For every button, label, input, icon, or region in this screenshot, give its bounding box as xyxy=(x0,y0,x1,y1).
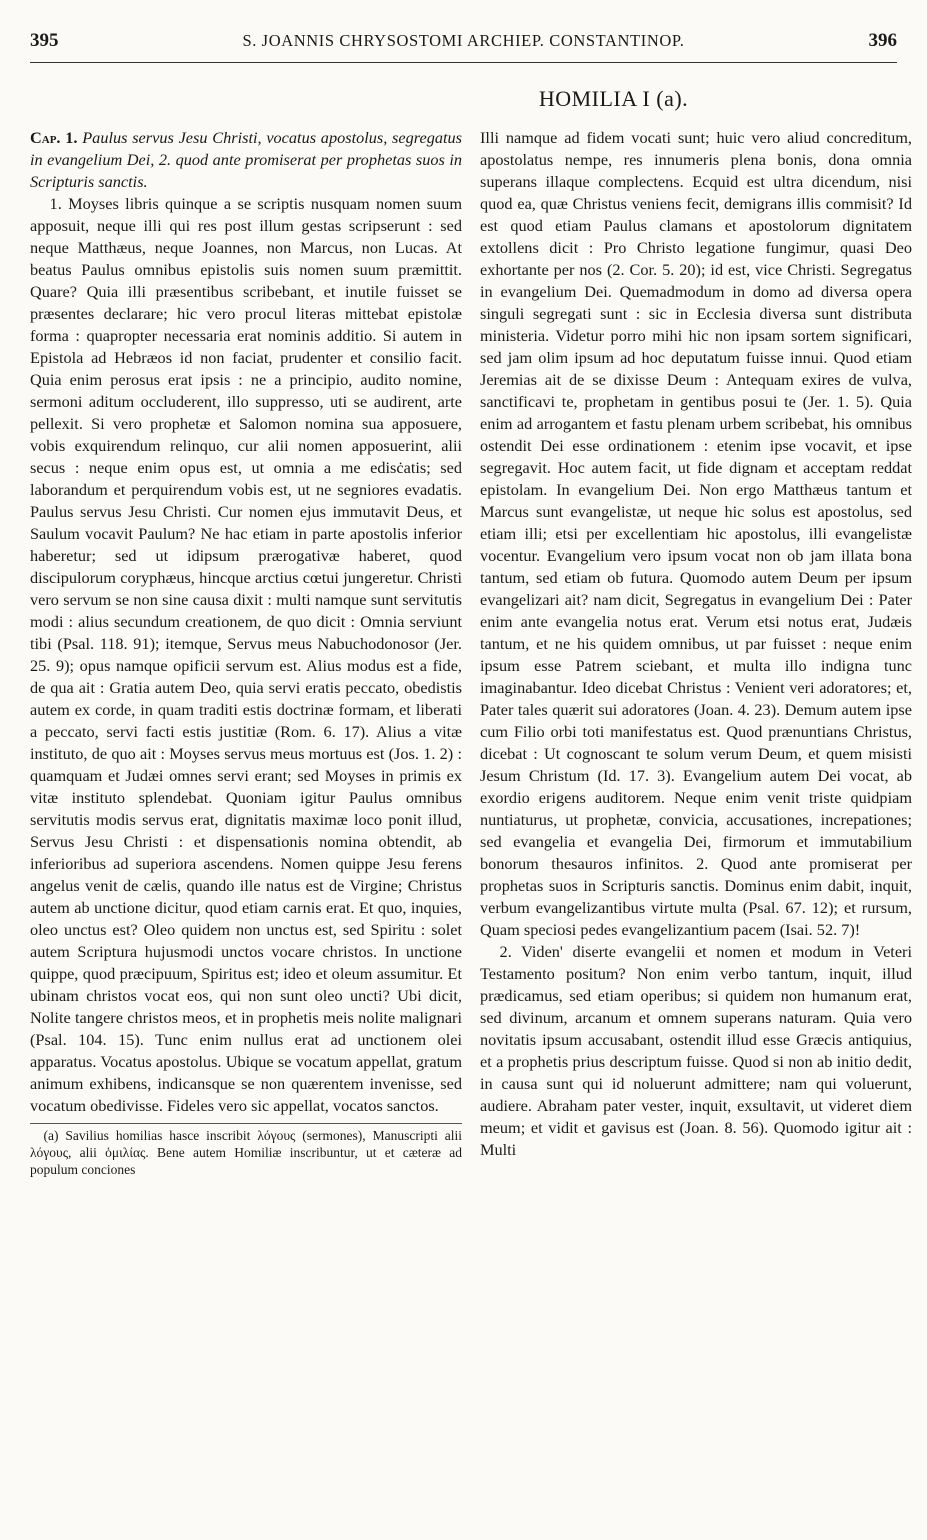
footnote-text: (a) Savilius homilias hasce inscribit λόγους (sermones), Manuscripti alii λόγους, alii ὁμιλίας. Bene autem Homiliæ inscribuntur, ut et cæteræ ad populum conciones xyxy=(30,1128,462,1177)
header-rule xyxy=(30,62,897,63)
paragraph-continued: Illi namque ad fidem vocati sunt; huic vero aliud concreditum, apostolatus nempe, res innumeris plena bonis, dona omnia superans illaque complectens. Ecquid est ultra dicendum, nisi quod ea, quæ Christus veniens fecit, demigrans illis commisit? Id est quod etiam Paulus clamans et apostolorum dignitatem extollens dicit : Pro Christo legatione fungimur, quasi Deo exhortante per nos (2. Cor. 5. 20); id est, vice Christi. Segregatus in evangelium Dei. Quemadmodum in domo ad diversa opera singuli segregati sunt : sic in Ecclesia diversa sunt distributa ministeria. Videtur porro mihi hic non ipsam sortem significari, sed jam olim ipsum ad hoc deputatum fuisse innui. Quod etiam Jeremias ait de se dixisse Deum : Antequam exires de vulva, sanctificavi te, prophetam in gentibus posui te (Jer. 1. 5). Quia enim ad arrogantem et fastu plenam urbem scribebat, his omnibus ostendit Dei esse ordinationem : etenim ipse vocavit, et ipse segregavit. Hoc autem facit, ut fide dignam et acceptam reddat epistolam. In evangelium Dei. Non ergo Matthæus tantum et Marcus sunt evangelistæ, ut neque hic solus est apostolus, sed etiam illi; etsi per excellentiam hic apostolus, illi evangelistæ vocentur. Evangelium vero ipsum vocat non ob jam illata bona tantum, sed etiam ob futura. Quomodo autem Deum per ipsum evangelizari ait? nam dicit, Segregatus in evangelium Dei : Pater enim ante evangelia notus erat. Verum etsi notus erat, Judæis tantum, et ne his quidem omnibus, ut par fuisset : neque enim ipsum esse Patrem sciebant, et multa illo indigna tunc imaginabantur. Ideo dicebat Christus : Venient veri adoratores; et, Pater tales quærit sui adoratores (Joan. 4. 23). Demum autem ipse cum Filio orbi toti manifestatus est. Quod prænuntians Christus, dicebat : Ut cognoscant te solum verum Deum, et quem misisti Jesum Christum (Id. 17. 3). Evangelium autem Dei vocat, ab exordio erigens auditorem. Neque enim venit triste quidpiam nuntiaturus, ut prophetæ, convicia, accusationes, increpationes; sed evangelia et evangelia Dei, firmorum et immutabilium bonorum thesauros infinitos. 2. Quod ante promiserat per prophetas suos in Scripturis sanctis. Dominus enim dabit, inquit, verbum evangelizantibus virtute multa (Psal. 67. 12); et rursum, Quam speciosi pedes evangelizantium pacem (Isai. 52. 7)! xyxy=(480,128,912,939)
footnote xyxy=(30,1123,462,1178)
running-title: S. JOANNIS CHRYSOSTOMI ARCHIEP. CONSTANTINOP. xyxy=(242,31,685,50)
page-number-right: 396 xyxy=(868,30,897,51)
page-number-left: 395 xyxy=(30,30,59,51)
left-column xyxy=(30,127,462,1178)
running-head xyxy=(30,30,897,60)
chapter-text: Paulus servus Jesu Christi, vocatus apostolus, segregatus in evangelium Dei, 2. quod ante promiserat per prophetas suos in Scripturis sanctis. xyxy=(30,128,462,191)
right-column xyxy=(480,127,912,1161)
homily-title: HOMILIA I (a). xyxy=(538,86,689,111)
chapter-heading xyxy=(30,127,462,193)
chapter-label: Cap. 1. xyxy=(30,128,78,147)
paragraph-1: 1. Moyses libris quinque a se scriptis nusquam nomen suum apposuit, neque illi qui res post illum gestas scripserunt : sed neque Matthæus, neque Joannes, non Marcus, non Lucas. At beatus Paulus omnibus epistolis suis nomen suum præmittit. Quare? Quia illi præsentibus scribebant, et inutile fuisset se præsentes declarare; hic vero procul literas mittebat epistolæ forma : quapropter necessaria erat nominis additio. Si autem in Epistola ad Hebræos id non faciat, prudenter et consilio facit. Quia enim perosus erat ipsis : ne a principio, audito nomine, sermoni aditum occluderent, illo suppresso, uti se audirent, arte pellexit. Si vero prophetæ et Salomon nomina sua apposuere, vobis exquirendum relinquo, cur alii nomen apposuerint, alii secus : neque enim opus est, ut omnia a me edisċatis; sed laborandum et perquirendum vobis est, ut ne segniores evadatis. Paulus servus Jesu Christi. Cur nomen ejus immutavit Deus, et Saulum vocavit Paulum? Ne hac etiam in parte apostolis inferior haberetur; sed ut idipsum prærogativæ haberet, quod discipulorum coryphæus, hincque arctius cœtui jungeretur. Christi vero servum se non sine causa dixit : multi namque sunt servitutis modi : alius secundum creationem, de quo dicit : Omnia serviunt tibi (Psal. 118. 91); itemque, Servus meus Nabuchodonosor (Jer. 25. 9); opus namque opificii servum est. Alius modus est a fide, de qua ait : Gratia autem Deo, quia servi eratis peccato, obedistis autem ex corde, in quam traditi estis doctrinæ formam, et liberati a peccato, servi facti estis justitiæ (Rom. 6. 17). Alius a vitæ instituto, de quo ait : Moyses servus meus mortuus est (Jos. 1. 2) : quamquam et Judæi omnes servi erant; sed Moyses in primis ex vitæ instituto splendebat. Quoniam igitur Paulus omnibus servitutis modis servus erat, dignitatis maximæ loco ponit illud, Servus Jesu Christi : et dispensationis nomina obtendit, ab inferioribus ad superiora ascendens. Nomen quippe Jesu ferens angelus venit de cælis, quando ille natus est de Virgine; Christus autem ab unctione dicitur, quod etiam carnis erat. Et quo, inquies, oleo unctus est? Oleo quidem non unctus est, sed Spiritu : solet autem Scriptura hujusmodi unctos vocare christos. In unctione quippe, quod præcipuum, Spiritus est; ideo et oleum assumitur. Et ubinam christos vocat eos, qui non sunt oleo uncti? Ubi dicit, Nolite tangere christos meos, et in prophetis meis nolite malignari (Psal. 104. 15). Tunc enim nullus erat ad unctionem olei apparatus. Vocatus apostolus. Ubique se vocatum appellat, gratum animum exhibens, indicansque se non quærentem invenisse, sed vocatum obedivisse. Fideles vero sic appellat, vocatos sanctos. xyxy=(30,194,462,1115)
paragraph-2: 2. Viden' diserte evangelii et nomen et modum in Veteri Testamento positum? Non enim verbo tantum, inquit, illud prædicamus, sed etiam operibus; si quidem non humanum erat, sed divinum, arcanum et omnem superans naturam. Quia vero novitatis ipsum accusabant, ostendit illud esse Græcis antiquius, et a prophetis prius descriptum fuisse. Quod si non ab initio dedit, in causa sunt qui id noluerunt admittere; nam qui voluerunt, audiere. Abraham pater vester, inquit, exsultavit, ut videret diem meum; et vidit et gavisus est (Joan. 8. 56). Quomodo igitur ait : Multi xyxy=(480,942,912,1159)
